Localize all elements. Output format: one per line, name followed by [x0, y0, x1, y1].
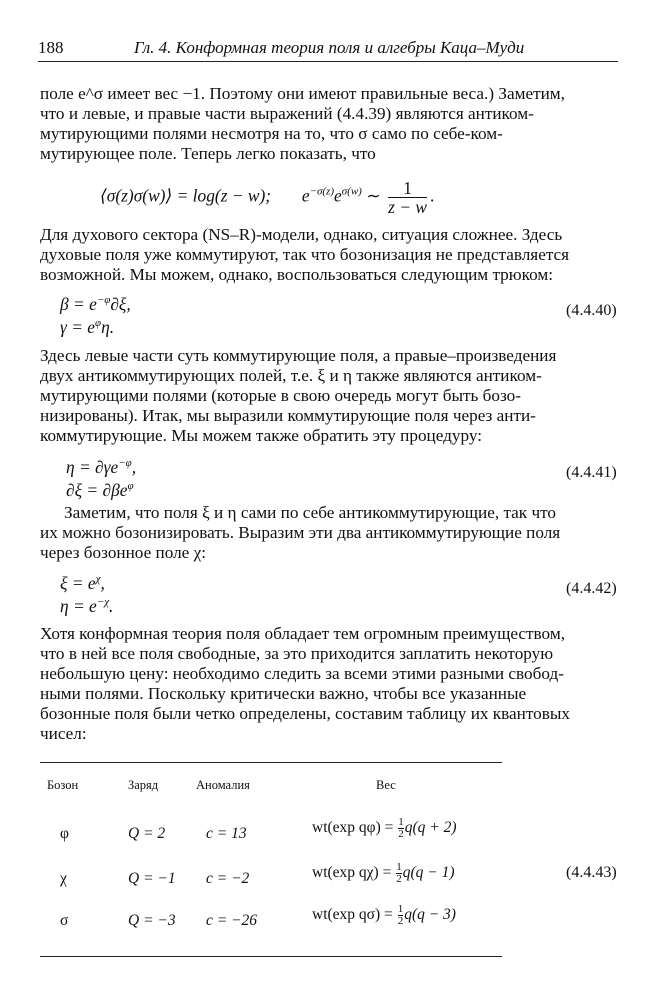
text-line: мутирующими полями (которые в свою очередь могут быть бозо- [40, 386, 521, 405]
text-line: Здесь левые части суть коммутирующие поля, а правые–произведения [40, 346, 557, 365]
text-line: Для духового сектора (NS–R)-модели, однако, ситуация сложнее. Здесь [40, 225, 563, 244]
equation-4-4-40-line2: $\gamma = e^\varphi\eta$. [60, 317, 115, 337]
table-cell-charge: Q = −3 [128, 912, 176, 929]
table-bottom-rule [40, 956, 502, 957]
text-line: что в ней все поля свободные, за это приходится заплатить некоторую [40, 644, 554, 663]
table-header-charge: Заряд [128, 778, 159, 792]
table-cell-charge: Q = −1 [128, 870, 176, 887]
equation-4-4-41-line1: $\eta = \partial\gamma e^{-\varphi}$, [66, 457, 137, 477]
text-line: небольшую цену: необходимо следить за всеми этими разными свобод- [40, 664, 564, 683]
table-cell-boson: χ [60, 870, 67, 887]
text-line: коммутирующие. Мы можем также обратить эту процедуру: [40, 426, 483, 445]
equation-number: (4.4.40) [566, 302, 617, 319]
equation-4-4-41-line2: $\partial\xi = \partial\beta e^\varphi$ [66, 480, 134, 500]
table-top-rule [40, 762, 502, 763]
table-cell-weight: wt(exp qχ) = $\frac{1}{2}$ q(q − 1) [312, 861, 455, 885]
table-cell-charge: Q = 2 [128, 825, 166, 842]
text-line: духовые поля уже коммутируют, так что бозонизация не представляется [40, 245, 570, 264]
table-cell-anomaly: c = −2 [206, 870, 250, 887]
page-number: 188 [38, 38, 64, 57]
eq-correlator-left: ⟨σ(z)σ(w)⟩ = log(z − w); [100, 185, 272, 206]
text-line: двух антикоммутирующих полей, т.е. ξ и η также являются антиком- [40, 366, 542, 385]
half-fraction: $\frac{1}{2}$ [397, 903, 404, 927]
text-line: бозонные поля были четко определены, составим таблицу их квантовых [40, 704, 570, 723]
text-line: низированы). Итак, мы выразили коммутирующие поля через анти- [40, 406, 536, 425]
table-cell-anomaly: c = −26 [206, 912, 258, 929]
text-line: что и левые, и правые части выражений (4.4.39) являются антиком- [40, 104, 534, 123]
page-header [38, 38, 618, 60]
text-line: возможной. Мы можем, однако, воспользоваться следующим трюком: [40, 265, 553, 284]
text-line: их можно бозонизировать. Выразим эти два антикоммутирующие поля [40, 523, 561, 542]
equation-number: (4.4.43) [566, 864, 617, 881]
half-fraction: $\frac{1}{2}$ [396, 861, 402, 885]
text-line: чисел: [40, 724, 87, 743]
equation-4-4-40-line1: $\beta = e^{-\varphi}\partial\xi$, [60, 294, 131, 314]
equation-number: (4.4.42) [566, 580, 617, 597]
equation-4-4-42-line1: $\xi = e^\chi$, [60, 573, 105, 593]
table-cell-boson: φ [60, 825, 69, 842]
equation-4-4-42-line2: $\eta = e^{-\chi}$. [60, 596, 114, 616]
table-header-boson: Бозон [47, 778, 79, 792]
text-line: через бозонное поле χ: [40, 543, 207, 562]
running-title: Гл. 4. Конформная теория поля и алгебры Каца–Муди [134, 38, 525, 57]
text-line: Заметим, что поля ξ и η сами по себе антикоммутирующие, так что [64, 503, 556, 522]
table-cell-boson: σ [60, 912, 69, 929]
table-header-anomaly: Аномалия [196, 778, 250, 792]
text-line: поле e^σ имеет вес −1. Поэтому они имеют правильные веса.) Заметим, [40, 84, 565, 103]
table-cell-anomaly: c = 13 [206, 825, 247, 842]
text-line: мутирующее поле. Теперь легко показать, что [40, 144, 376, 163]
text-line: Хотя конформная теория поля обладает тем огромным преимуществом, [40, 624, 565, 643]
equation-number: (4.4.41) [566, 464, 617, 481]
table-header-weight: Вес [376, 778, 396, 792]
text-line: ными полями. Поскольку критически важно, чтобы все указанные [40, 684, 527, 703]
table-cell-weight: wt(exp qσ) = $\frac{1}{2}$ q(q − 3) [312, 903, 456, 927]
half-fraction: $\frac{1}{2}$ [398, 816, 404, 840]
header-rule [38, 61, 618, 62]
fraction: $\frac{1}{z - w}$ [388, 178, 427, 217]
equation-correlator: ⟨σ(z)σ(w)⟩ = log(z − w); $e^{-\sigma(z)}e^{\sigma(w)}$ ∼ $\frac{1}{z - w}$ . [100, 178, 435, 217]
text-line: мутирующими полями несмотря на то, что σ само по себе-ком- [40, 124, 503, 143]
table-cell-weight: wt(exp qφ) = $\frac{1}{2}$ q(q + 2) [312, 816, 457, 840]
